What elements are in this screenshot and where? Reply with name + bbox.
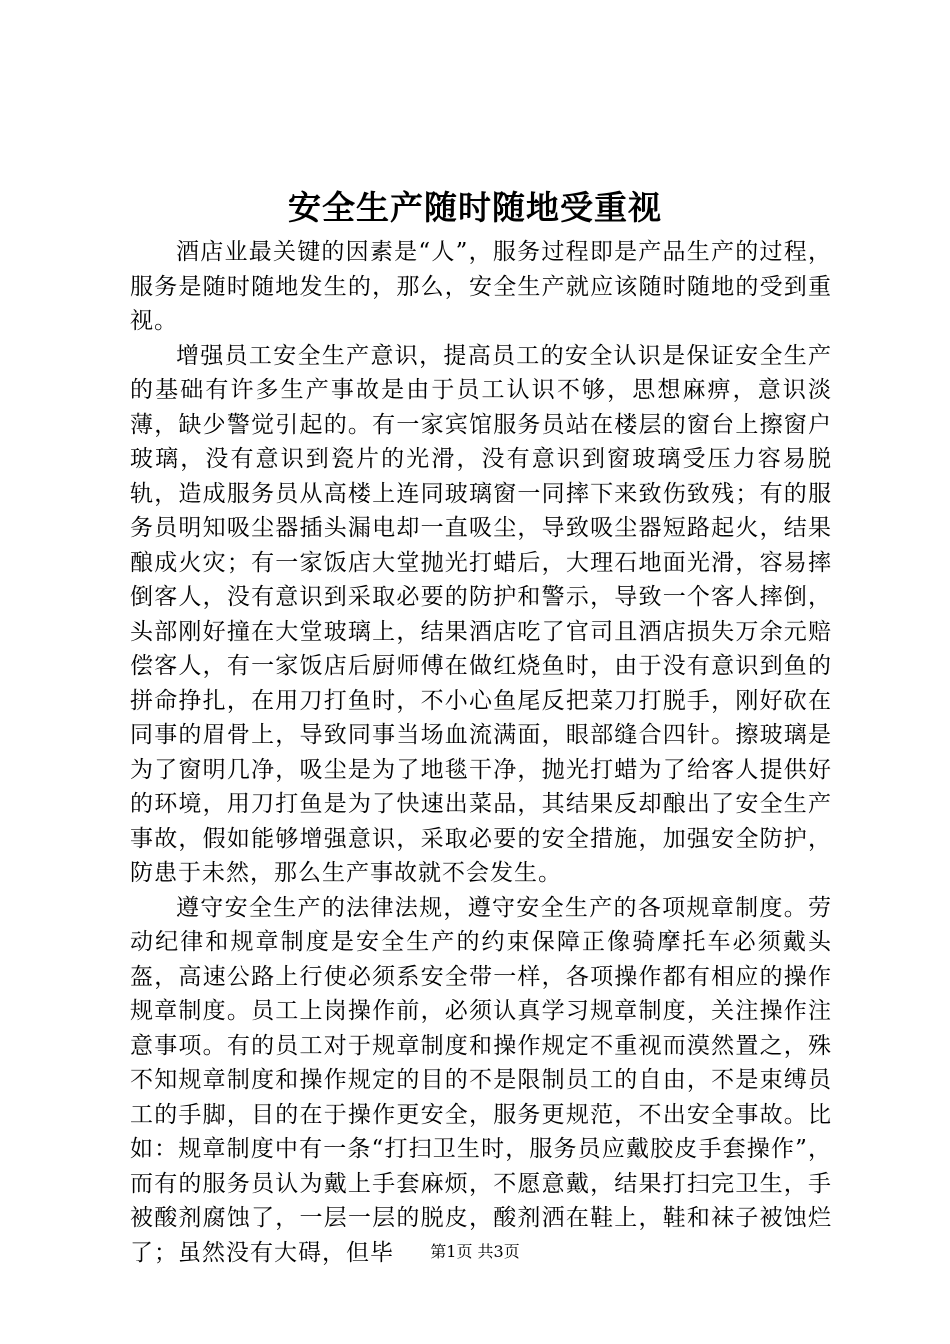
- document-title: 安全生产随时随地受重视: [288, 188, 662, 227]
- paragraph: 增强员工安全生产意识，提高员工的安全认识是保证安全生产的基础有许多生产事故是由于员工认识不够，思想麻痹，意识淡薄，缺少警觉引起的。有一家宾馆服务员站在楼层的窗台上擦窗户玻璃，没有意识到瓷片的光滑，没有意识到窗玻璃受压力容易脱轨，造成服务员从高楼上连同玻璃窗一同摔下来致伤致残；有的服务员明知吸尘器插头漏电却一直吸尘，导致吸尘器短路起火，结果酿成火灾；有一家饭店大堂抛光打蜡后，大理石地面光滑，容易摔倒客人，没有意识到采取必要的防护和警示，导致一个客人摔倒，头部刚好撞在大堂玻璃上，结果酒店吃了官司且酒店损失万余元赔偿客人，有一家饭店后厨师傅在做红烧鱼时，由于没有意识到鱼的拼命挣扎，在用刀打鱼时，不小心鱼尾反把菜刀打脱手，刚好砍在同事的眉骨上，导致同事当场血流满面，眼部缝合四针。擦玻璃是为了窗明几净，吸尘是为了地毯干净，抛光打蜡为了给客人提供好的环境，用刀打鱼是为了快速出菜品，其结果反却酿出了安全生产事故，假如能够增强意识，采取必要的安全措施，加强安全防护，防患于未然，那么生产事故就不会发生。: [130, 342, 832, 886]
- document-body: [130, 235, 832, 1270]
- paragraph: 酒店业最关键的因素是“人”，服务过程即是产品生产的过程，服务是随时随地发生的，那么，安全生产就应该随时随地的受到重视。: [130, 239, 832, 334]
- page-footer: 第1页 共3页: [430, 1242, 520, 1261]
- paragraph: 遵守安全生产的法律法规，遵守安全生产的各项规章制度。劳动纪律和规章制度是安全生产的约束保障正像骑摩托车必须戴头盔，高速公路上行使必须系安全带一样，各项操作都有相应的操作规章制度。员工上岗操作前，必须认真学习规章制度，关注操作注意事项。有的员工对于规章制度和操作规定不重视而漠然置之，殊不知规章制度和操作规定的目的不是限制员工的自由，不是束缚员工的手脚，目的在于操作更安全，服务更规范，不出安全事故。比如：规章制度中有一条“打扫卫生时，服务员应戴胶皮手套操作”，而有的服务员认为戴上手套麻烦，不愿意戴，结果打扫完卫生，手被酸剂腐蚀了，一层一层的脱皮，酸剂洒在鞋上，鞋和袜子被蚀烂了；虽然没有大碍，但毕: [130, 894, 832, 1266]
